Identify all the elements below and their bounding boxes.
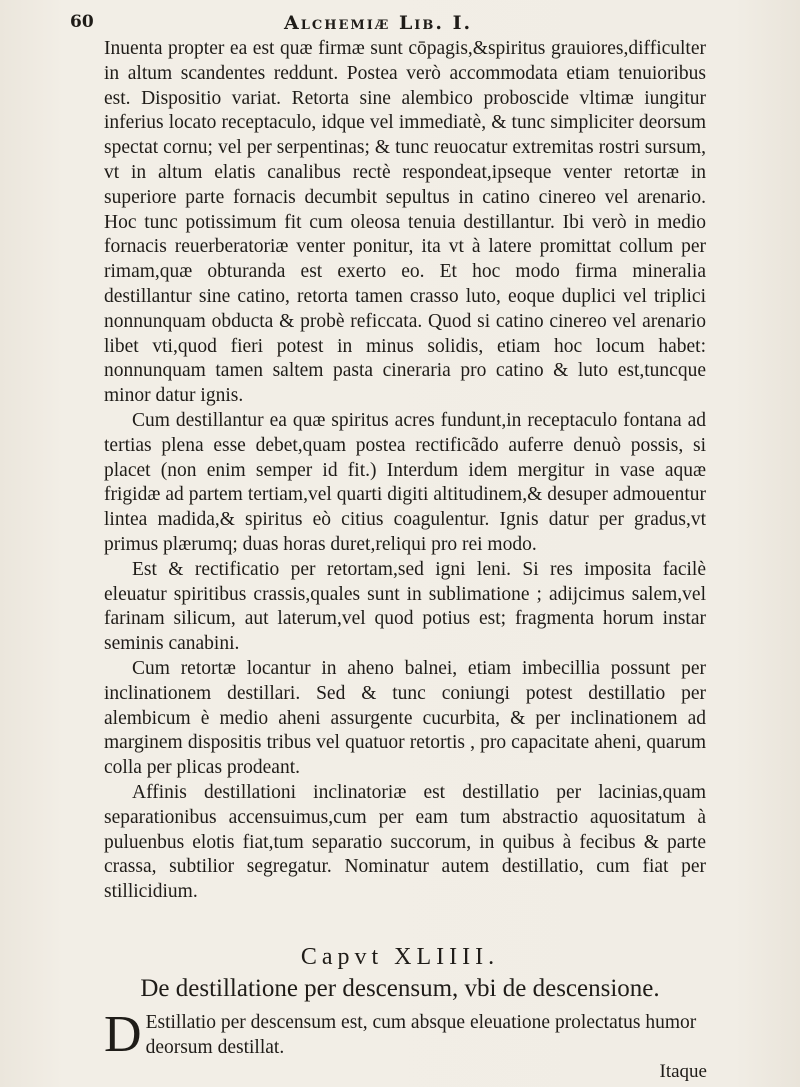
- chapter-title: De destillatione per descensum, vbi de descensione.: [140, 975, 660, 1002]
- paragraph-2: Cum destillantur ea quæ spiritus acres fundunt,in receptaculo fontana ad tertias plena esse debet,quam postea rectificãdo auferre denuò possis, si placet (non enim semper id fit.) Interdum idem mergitur in vase aquæ frigidæ ad partem tertiam,vel quarti digiti altitudinem,& desuper admouentur lintea madida,& spiritus eò citius coagulentur. Ignis datur per gradus,vt primus plærumq; duas horas duret,reliqui pro rei modo.: [104, 409, 706, 555]
- paragraph-5: Affinis destillationi inclinatoriæ est destillatio per lacinias,quam separationibus accensuimus,cum per eam tum abstractio aquositatum à puluenbus elotis fiat,tum separatio succorum, in quibus à fecibus & parte crassa, subtilior segregatur. Nominatur autem destillatio, cum fiat per stillicidium.: [104, 781, 706, 903]
- page-number: 60: [70, 12, 94, 32]
- drop-cap-initial: D: [104, 1006, 142, 1063]
- chapter-heading: Capvt XLIIII.: [300, 944, 500, 970]
- paragraph-3: Est & rectificatio per retortam,sed igni leni. Si res imposita facilè eleuatur spiritibus crassis,quales sunt in sublimatione ; adijcimus salem,vel farinam silicum, aut laterum,vel quod potius est; fragmenta horum instar seminis canabini.: [104, 558, 706, 655]
- chapter-opening-text: Estillatio per descensum est, cum absque eleuatione prolectatus humor deorsum destillat.: [145, 1012, 697, 1058]
- page-header: [70, 12, 710, 36]
- chapter-opening-paragraph: [104, 1006, 706, 1063]
- catchword: Itaque: [659, 1061, 707, 1082]
- paragraph-1: Inuenta propter ea est quæ firmæ sunt cōpagis,&spiritus grauiores,difficulter in altum scandentes reddunt. Postea verò accommodata etiam tenuioribus est. Dispositio variat. Retorta sine alembico proboscide vltimæ iungitur inferius locato receptaculo, idque vel immediatè, & tunc simpliciter deorsum spectat cornu; vel per serpentinas; & tunc reuocatur extremitas rostri sursum, vt in altum elatis canalibus rectè respondeat,ipseque venter retortæ in superiore parte fornacis decumbit sepultus in catino cinereo vel arenario. Hoc tunc potissimum fit cum oleosa tenuia destillantur. Ibi verò in medio fornacis reuerberatoriæ venter ponitur, ita vt à latere promittat collum per rimam,quæ obturanda est exerto eo. Et hoc modo firma mineralia destillantur sine catino, retorta tamen crasso luto, eoque duplici vel triplici nonnunquam obducta & probè reficcata. Quod si catino cinereo vel arenario libet vti,quod fieri potest in minus solidis, etiam hoc locum habet: nonnunquam tamen saltem pasta cineraria pro catino & luto est,tuncque minor datur ignis.: [104, 38, 706, 407]
- paragraph-4: Cum retortæ locantur in aheno balnei, etiam imbecillia possunt per inclinationem destillari. Sed & tunc coniungi potest destillatio per alembicum è medio aheni assurgente cucurbita, & per inclinationem ad marginem dispositis tribus vel quatuor retortis , pro capacitate aheni, quarum colla per plicas prodeant.: [104, 657, 706, 779]
- body-text: [104, 37, 706, 905]
- running-head: Alchemiæ Lib. I.: [284, 12, 473, 34]
